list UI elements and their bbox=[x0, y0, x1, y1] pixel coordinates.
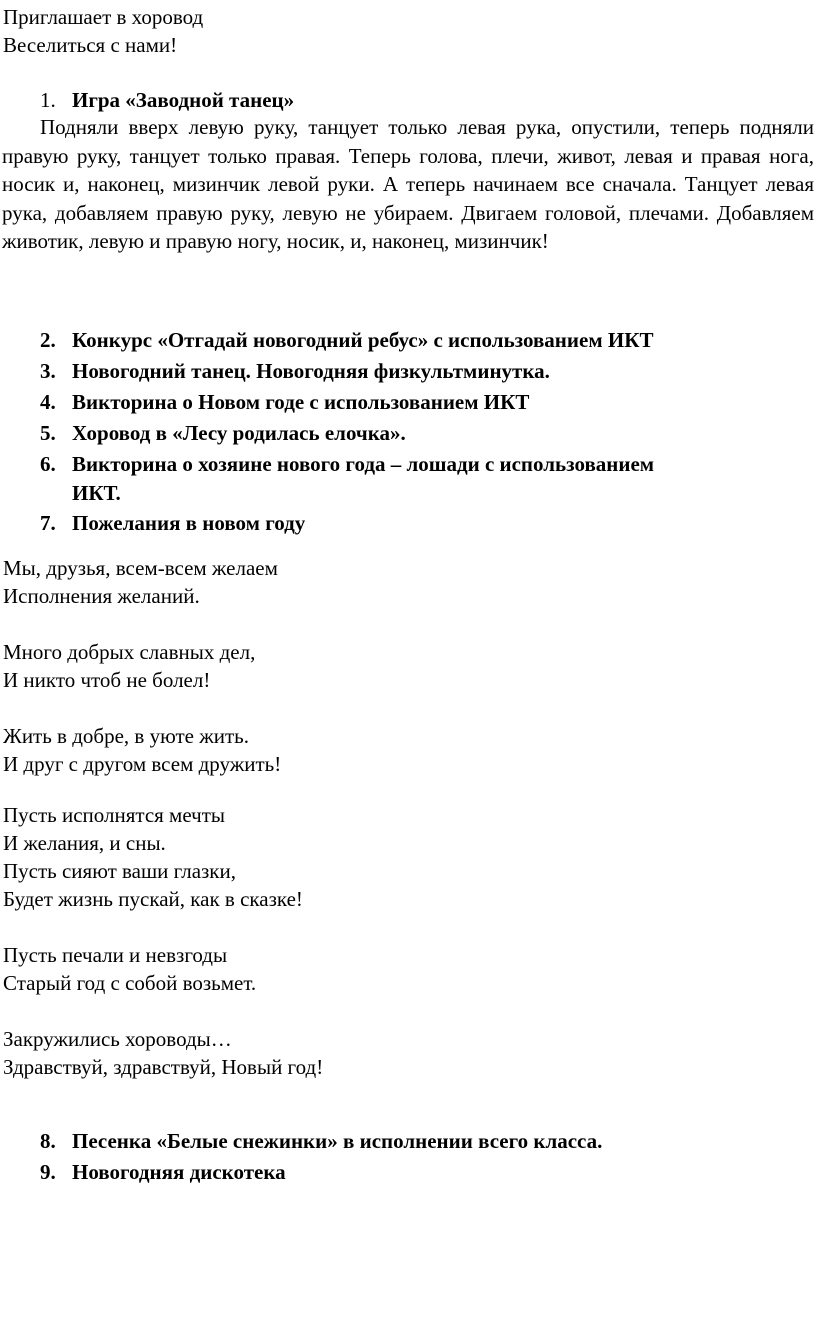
game-description-paragraph: Подняли вверх левую руку, танцует только левая рука, опустили, теперь подняли правую руку, танцует только правая. Теперь голова, плечи, живот, левая и правая нога, носик и, наконец, мизинчик левой руки. А теперь начинаем все сначала. Танцует левая рука, добавляем правую руку, левую не убираем. Двигаем головой, плечами. Добавляем животик, левую и правую ногу, носик, и, наконец, мизинчик! bbox=[2, 115, 814, 253]
poem-line: Мы, друзья, всем-всем желаем bbox=[3, 556, 278, 580]
list-number: 8. bbox=[40, 1129, 56, 1153]
poem-line: Много добрых славных дел, bbox=[3, 640, 256, 664]
list-number: 5. bbox=[40, 421, 56, 445]
list-item-title: Пожелания в новом году bbox=[72, 511, 306, 535]
poem-line: И никто чтоб не болел! bbox=[3, 668, 211, 692]
poem-line: Закружились хороводы… bbox=[3, 1027, 232, 1051]
list-item-title: Викторина о Новом годе с использованием ИКТ bbox=[72, 390, 530, 414]
poem-line: Будет жизнь пускай, как в сказке! bbox=[3, 887, 303, 911]
list-item-title: Новогодний танец. Новогодняя физкультминутка. bbox=[72, 359, 550, 383]
list-item-3 bbox=[40, 357, 550, 385]
poem-line: Здравствуй, здравствуй, Новый год! bbox=[3, 1055, 324, 1079]
list-item-title: Новогодняя дискотека bbox=[72, 1160, 286, 1184]
list-item-6 bbox=[40, 450, 654, 478]
list-number: 7. bbox=[40, 511, 56, 535]
poem-line: И друг с другом всем дружить! bbox=[3, 752, 282, 776]
list-number: 3. bbox=[40, 359, 56, 383]
list-number: 4. bbox=[40, 390, 56, 414]
poem-line: И желания, и сны. bbox=[3, 831, 166, 855]
poem-line: Пусть сияют ваши глазки, bbox=[3, 859, 236, 883]
list-item-8 bbox=[40, 1127, 602, 1155]
poem-line: Пусть исполнятся мечты bbox=[3, 803, 225, 827]
list-item-title: Песенка «Белые снежинки» в исполнении всего класса. bbox=[72, 1129, 603, 1153]
intro-line-1: Приглашает в хоровод bbox=[3, 5, 204, 29]
list-item-1 bbox=[40, 86, 294, 114]
list-item-title: Игра «Заводной танец» bbox=[72, 88, 295, 112]
list-item-9 bbox=[40, 1158, 286, 1186]
list-item-7 bbox=[40, 509, 305, 537]
list-item-6-continuation: ИКТ. bbox=[72, 481, 121, 505]
poem-line: Жить в добре, в уюте жить. bbox=[3, 724, 249, 748]
list-item-title: Викторина о хозяине нового года – лошади с использованием bbox=[72, 452, 655, 476]
intro-line-2: Веселиться с нами! bbox=[3, 33, 178, 57]
list-item-2 bbox=[40, 326, 653, 354]
list-number: 9. bbox=[40, 1160, 56, 1184]
list-number: 6. bbox=[40, 452, 56, 476]
list-number: 1. bbox=[40, 88, 56, 112]
list-number: 2. bbox=[40, 328, 56, 352]
list-item-5 bbox=[40, 419, 406, 447]
list-item-title: Хоровод в «Лесу родилась елочка». bbox=[72, 421, 406, 445]
list-item-4 bbox=[40, 388, 529, 416]
poem-line: Пусть печали и невзгоды bbox=[3, 943, 228, 967]
poem-line: Старый год с собой возьмет. bbox=[3, 971, 257, 995]
poem-line: Исполнения желаний. bbox=[3, 584, 200, 608]
list-item-title: Конкурс «Отгадай новогодний ребус» с использованием ИКТ bbox=[72, 328, 654, 352]
